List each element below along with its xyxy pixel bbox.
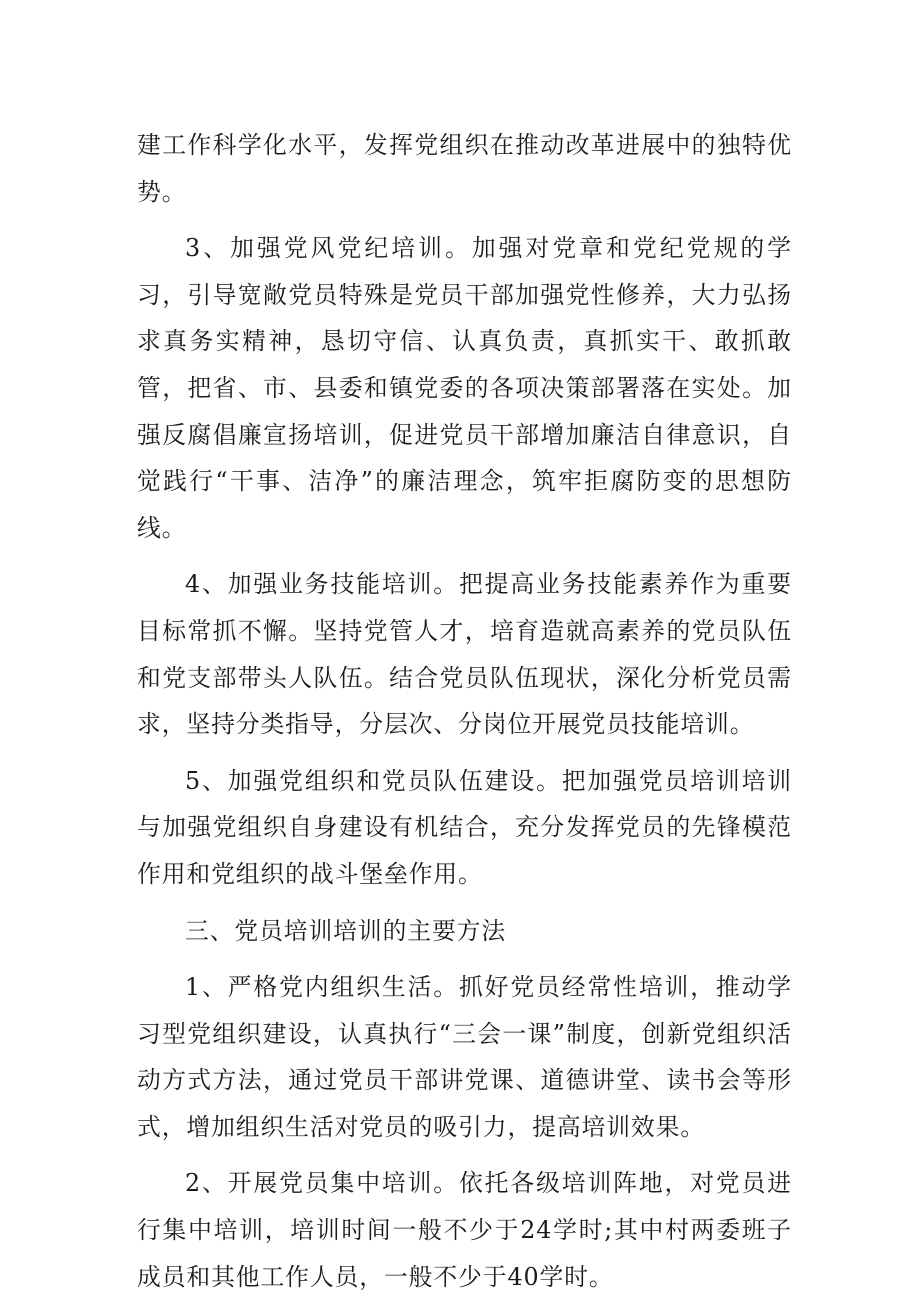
paragraph-centralized-training: 2、开展党员集中培训。依托各级培训阵地，对党员进行集中培训，培训时间一般不少于24学时;其中村两委班子成员和其他工作人员，一般不少于40学时。 — [137, 1169, 792, 1291]
paragraph-organization-building: 5、加强党组织和党员队伍建设。把加强党员培训培训与加强党组织自身建设有机结合，充分发挥党员的先锋模范作用和党组织的战斗堡垒作用。 — [137, 766, 792, 888]
document-body — [137, 122, 792, 1300]
paragraph-organizational-life: 1、严格党内组织生活。抓好党员经常性培训，推动学习型党组织建设，认真执行“三会一课”制度，创新党组织活动方式方法，通过党员干部讲党课、道德讲堂、读书会等形式，增加组织生活对党员的吸引力，提高培训效果。 — [137, 973, 792, 1141]
paragraph-party-discipline-training: 3、加强党风党纪培训。加强对党章和党纪党规的学习，引导宽敞党员特殊是党员干部加强党性修养，大力弘扬求真务实精神，恳切守信、认真负责，真抓实干、敢抓敢管，把省、市、县委和镇党委的各项决策部署落在实处。加强反腐倡廉宣扬培训，促进党员干部增加廉洁自律意识，自觉践行“干事、洁净”的廉洁理念，筑牢拒腐防变的思想防线。 — [137, 234, 792, 542]
paragraph-continuation: 建工作科学化水平，发挥党组织在推动改革进展中的独特优势。 — [137, 131, 792, 206]
section-heading-methods: 三、党员培训培训的主要方法 — [185, 916, 507, 945]
paragraph-business-skills-training: 4、加强业务技能培训。把提高业务技能素养作为重要目标常抓不懈。坚持党管人才，培育造就高素养的党员队伍和党支部带头人队伍。结合党员队伍现状，深化分析党员需求，坚持分类指导，分层次、分岗位开展党员技能培训。 — [137, 570, 792, 739]
